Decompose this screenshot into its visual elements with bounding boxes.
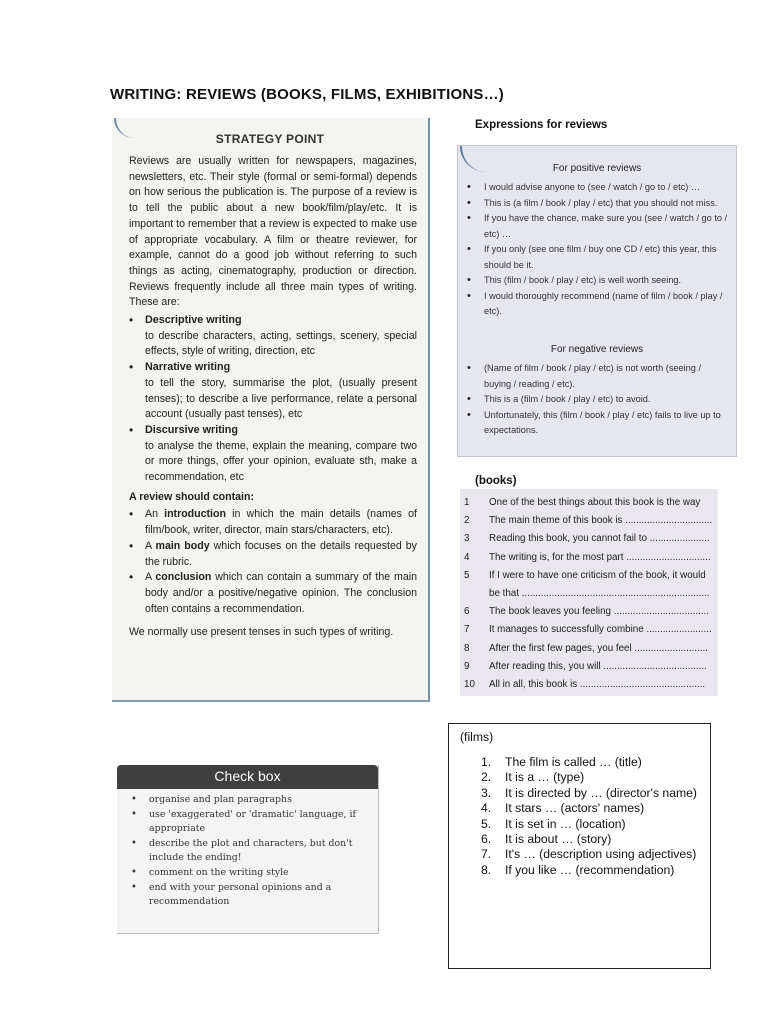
item-text: It is about … (story) <box>505 832 612 847</box>
contain-text: which can contain a summary of the main body and/or a positive/negative opinion. The conclusion often contains a recommendation. <box>145 571 417 615</box>
item-number: 2 <box>464 515 470 527</box>
positive-expressions-list <box>464 180 730 320</box>
book-phrase-item <box>464 676 714 694</box>
contain-keyword: main body <box>155 539 210 552</box>
item-number: 2. <box>481 770 492 785</box>
strategy-point-box <box>112 118 430 702</box>
check-box-list <box>123 793 373 910</box>
writing-type-desc: to describe characters, acting, settings, scenery, special effects, style of writing, direction, etc <box>145 329 417 358</box>
expressions-box <box>457 145 737 457</box>
writing-type-desc: to tell the story, summarise the plot, (usually present tenses); to describe a live performance, relate a personal account (usually past tenses), etc <box>145 376 417 421</box>
expression-item: • This is (a film / book / play / etc) that you should not miss. <box>464 196 730 212</box>
writing-type-item <box>129 360 417 423</box>
books-title: (books) <box>475 475 517 487</box>
book-phrase-item <box>464 567 714 603</box>
films-phrases-list <box>481 755 701 878</box>
check-item: • end with your personal opinions and a recommendation <box>123 881 373 908</box>
item-number: 3 <box>464 533 470 545</box>
expressions-title: Expressions for reviews <box>475 119 608 131</box>
check-item: • organise and plan paragraphs <box>123 793 373 806</box>
expression-item: • This is a (film / book / play / etc) to avoid. <box>464 392 730 408</box>
item-text: It manages to successfully combine ........................ <box>489 624 712 636</box>
item-text: After reading this, you will ...................................... <box>489 660 707 672</box>
writing-type-desc: to analyse the theme, explain the meaning, compare two or more things, offer your opinion, evaluate sth, make a recommendation, etc <box>145 439 417 484</box>
strategy-point-heading: STRATEGY POINT <box>215 132 325 146</box>
contain-keyword: introduction <box>164 508 226 521</box>
item-text: It stars … (actors' names) <box>505 801 645 816</box>
books-phrases-list <box>464 494 714 694</box>
contain-item <box>129 570 417 617</box>
item-text: If you like … (recommendation) <box>505 862 675 877</box>
item-text: The main theme of this book is ................................ <box>489 515 713 527</box>
check-item: • describe the plot and characters, but don't include the ending! <box>123 837 373 864</box>
strategy-footer: We normally use present tenses in such types of writing. <box>129 626 394 639</box>
contain-keyword: conclusion <box>155 571 212 584</box>
film-phrase-item <box>481 863 701 878</box>
writing-type-name: • Discursive writing <box>145 423 239 436</box>
film-phrase-item <box>481 847 701 862</box>
item-number: 5. <box>481 816 492 831</box>
item-text: It is directed by … (director's name) <box>505 785 697 800</box>
expression-item: • Unfortunately, this (film / book / play / etc) fails to live up to expectations. <box>464 408 730 439</box>
contain-text: An <box>145 508 165 521</box>
contain-item <box>129 539 417 570</box>
film-phrase-item <box>481 786 701 801</box>
expression-item: • This (film / book / play / etc) is well worth seeing. <box>464 273 730 289</box>
expression-item: • (Name of film / book / play / etc) is not worth (seeing / buying / reading / etc). <box>464 361 730 392</box>
item-number: 6. <box>481 832 492 847</box>
contain-text: in which the main details (names of film/book, writer, director, main stars/characters, etc). <box>145 508 417 537</box>
book-phrase-item <box>464 621 714 639</box>
item-number: 7 <box>464 624 470 636</box>
film-phrase-item <box>481 801 701 816</box>
check-item: • use 'exaggerated' or 'dramatic' language, if appropriate <box>123 808 373 835</box>
item-number: 8 <box>464 642 470 654</box>
item-text: All in all, this book is .............................................. <box>489 679 706 691</box>
writing-types-list <box>129 313 417 486</box>
contain-text: which focuses on the details requested by the rubric. <box>145 539 417 568</box>
item-number: 5 <box>464 569 470 581</box>
writing-type-item <box>129 423 417 486</box>
item-number: 4 <box>464 551 470 563</box>
films-title: (films) <box>460 730 494 744</box>
positive-reviews-heading: For positive reviews <box>552 163 642 174</box>
item-text: One of the best things about this book is the way <box>489 497 701 508</box>
review-contain-heading: A review should contain: <box>129 490 254 503</box>
book-phrase-item <box>464 658 714 676</box>
item-number: 4. <box>481 801 492 816</box>
check-box-panel <box>117 765 379 934</box>
check-box-header <box>117 765 378 789</box>
film-phrase-item <box>481 770 701 785</box>
item-text: The book leaves you feeling ................................... <box>489 606 709 618</box>
expression-item: • I would thoroughly recommend (name of film / book / play / etc). <box>464 289 730 320</box>
negative-reviews-heading: For negative reviews <box>550 344 644 355</box>
negative-expressions-list <box>464 361 730 439</box>
item-number: 6 <box>464 606 470 618</box>
item-text: The film is called … (title) <box>505 755 642 769</box>
writing-type-name: • Narrative writing <box>145 361 231 374</box>
item-text: The writing is, for the most part ............................... <box>489 551 711 563</box>
item-number: 8. <box>481 862 492 877</box>
check-box-title: Check box <box>214 768 281 784</box>
contain-text: A <box>145 539 156 552</box>
book-phrase-item <box>464 549 714 567</box>
item-number: 10 <box>464 679 475 691</box>
expression-item: • If you only (see one film / buy one CD / etc) this year, this should be it. <box>464 242 730 273</box>
item-number: 7. <box>481 847 492 862</box>
expression-item: • If you have the chance, make sure you (see / watch / go to / etc) … <box>464 211 730 242</box>
contain-item <box>129 507 417 538</box>
item-number: 9 <box>464 660 470 672</box>
book-phrase-item <box>464 603 714 621</box>
item-text: After the first few pages, you feel ........................... <box>489 642 708 654</box>
page-title: WRITING: REVIEWS (BOOKS, FILMS, EXHIBITIONS…) <box>110 86 504 103</box>
strategy-point-body <box>129 154 417 641</box>
item-text: Reading this book, you cannot fail to ...................... <box>489 533 710 545</box>
strategy-intro: Reviews are usually written for newspapers, magazines, newsletters, etc. Their style (formal or semi-formal) depends on how serious the publication is. The purpose of a review is to tell the public about a new book/film/play/etc. It is important to remember that a review is expected to make use of appropriate vocabulary. A film or theatre reviewer, for example, cannot do a good job without referring to such things as acting, cinematography, production or direction. Reviews frequently include all three main types of writing. These are: <box>129 155 417 309</box>
film-phrase-item <box>481 817 701 832</box>
item-number: 1 <box>464 497 470 508</box>
item-number: 1. <box>481 755 492 769</box>
item-text: It is a … (type) <box>505 770 585 785</box>
books-box <box>460 489 718 696</box>
expression-item: • I would advise anyone to (see / watch / go to / etc) … <box>464 180 730 196</box>
book-phrase-item <box>464 640 714 658</box>
check-item: • comment on the writing style <box>123 866 373 879</box>
item-text: It's … (description using adjectives) <box>505 847 697 862</box>
item-text: If I were to have one criticism of the book, it would be that ..................................................................... <box>489 569 710 600</box>
contain-text: A <box>145 571 156 584</box>
film-phrase-item <box>481 832 701 847</box>
book-phrase-item <box>464 530 714 548</box>
writing-type-item <box>129 313 417 360</box>
review-contain-list <box>129 507 417 617</box>
film-phrase-item <box>481 755 701 770</box>
writing-type-name: • Descriptive writing <box>145 314 242 327</box>
films-box <box>448 723 711 969</box>
item-text: It is set in … (location) <box>505 816 626 831</box>
book-phrase-item <box>464 512 714 530</box>
item-number: 3. <box>481 785 492 800</box>
book-phrase-item <box>464 494 714 512</box>
